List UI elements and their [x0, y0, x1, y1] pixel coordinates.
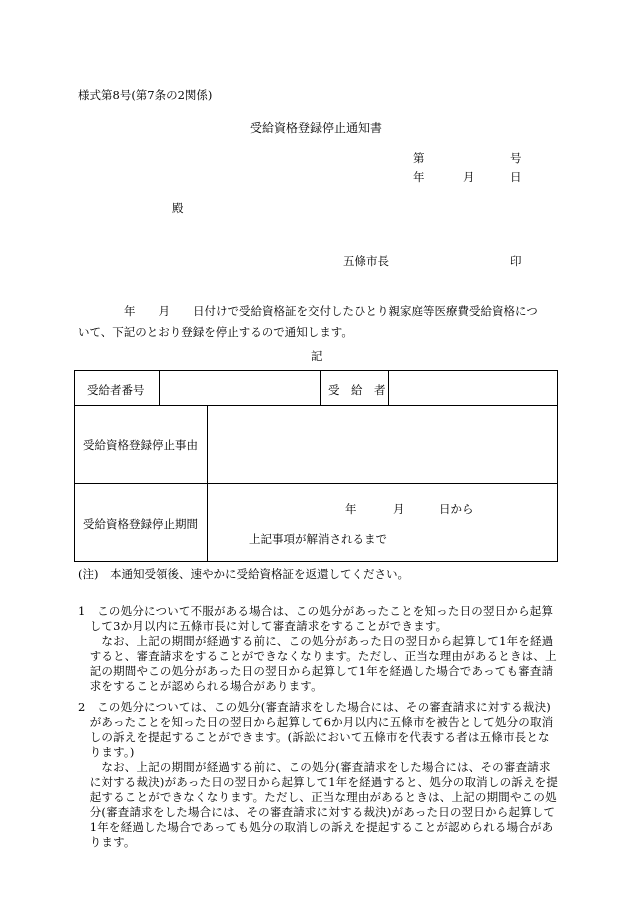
recipient-field[interactable] [389, 372, 557, 404]
period-label: 受給資格登録停止期間 [83, 517, 198, 531]
notice-line: 1 この処分について不服がある場合は、この処分があったことを知った日の翌日から起算 [78, 604, 554, 618]
notice-line: 求をすることが認められる場合があります。 [78, 679, 323, 693]
addressee-suffix: 殿 [172, 201, 184, 215]
body-line-1: 年 月 日付けで受給資格証を交付したひとり親家庭等医療費受給資格につ [124, 304, 538, 318]
reason-field[interactable] [208, 406, 557, 482]
date-day: 日 [510, 170, 522, 184]
number-suffix: 号 [510, 151, 522, 165]
date-year: 年 [413, 170, 425, 184]
table-divider [320, 371, 321, 405]
notice-2 [78, 700, 558, 850]
table-divider [75, 483, 557, 484]
notice-line: ります。 [78, 835, 136, 849]
body-line-2: いて、下記のとおり登録を停止するので通知します。 [78, 325, 353, 339]
seal-mark: 印 [510, 254, 522, 268]
notice-line: があったことを知った日の翌日から起算して6か月以内に五條市を被告として処分の取消 [78, 715, 554, 729]
notice-line: に対する裁決)があった日の翌日から起算して1年を経過すると、処分の取消しの訴えを提 [78, 775, 559, 789]
period-year: 年 [345, 502, 357, 516]
period-until: 上記事項が解消されるまで [249, 532, 387, 546]
notice-line: 記の期間やこの処分があった日の翌日から起算して1年を経過した場合であっても審査請 [78, 664, 554, 678]
notice-line: 起することができなくなります。ただし、正当な理由があるときは、上記の期間やこの処 [78, 790, 557, 804]
form-table [74, 370, 558, 562]
recipient-number-field[interactable] [159, 372, 319, 404]
period-from: 日から [439, 502, 474, 516]
issuer: 五條市長 [343, 254, 389, 268]
recipient-number-label: 受給者番号 [87, 383, 145, 397]
notice-line: しの訴えを提起することができます。(訴訟において五條市を代表する者は五條市長とな [78, 730, 550, 744]
notice-line: なお、上記の期間が経過する前に、この処分(審査請求をした場合には、その審査請求 [78, 760, 551, 774]
recipient-label: 受 給 者 [328, 383, 386, 397]
reason-label: 受給資格登録停止事由 [83, 438, 198, 452]
notice-line: なお、上記の期間が経過する前に、この処分があった日の翌日から起算して1年を経過 [78, 634, 554, 648]
number-prefix: 第 [413, 151, 425, 165]
ki-heading: 記 [311, 349, 323, 363]
document-title: 受給資格登録停止通知書 [250, 121, 383, 135]
notice-line: 2 この処分については、この処分(審査請求をした場合には、その審査請求に対する裁決) [78, 700, 551, 714]
form-number: 様式第8号(第7条の2関係) [78, 88, 213, 102]
notice-1 [78, 604, 558, 694]
notice-line: して3か月以内に五條市長に対して審査請求をすることができます。 [78, 619, 448, 633]
notice-line: すると、審査請求をすることができなくなります。ただし、正当な理由があるときは、上 [78, 649, 557, 663]
notice-line: 分(審査請求をした場合には、その審査請求に対する裁決)があった日の翌日から起算して [78, 805, 556, 819]
date-month: 月 [463, 170, 475, 184]
notice-line: 1年を経過した場合であっても処分の取消しの訴えを提起することが認められる場合があ [78, 820, 554, 834]
notice-line: ります。) [78, 745, 135, 759]
period-month: 月 [393, 502, 405, 516]
note: (注) 本通知受領後、速やかに受給資格証を返還してください。 [78, 567, 409, 581]
